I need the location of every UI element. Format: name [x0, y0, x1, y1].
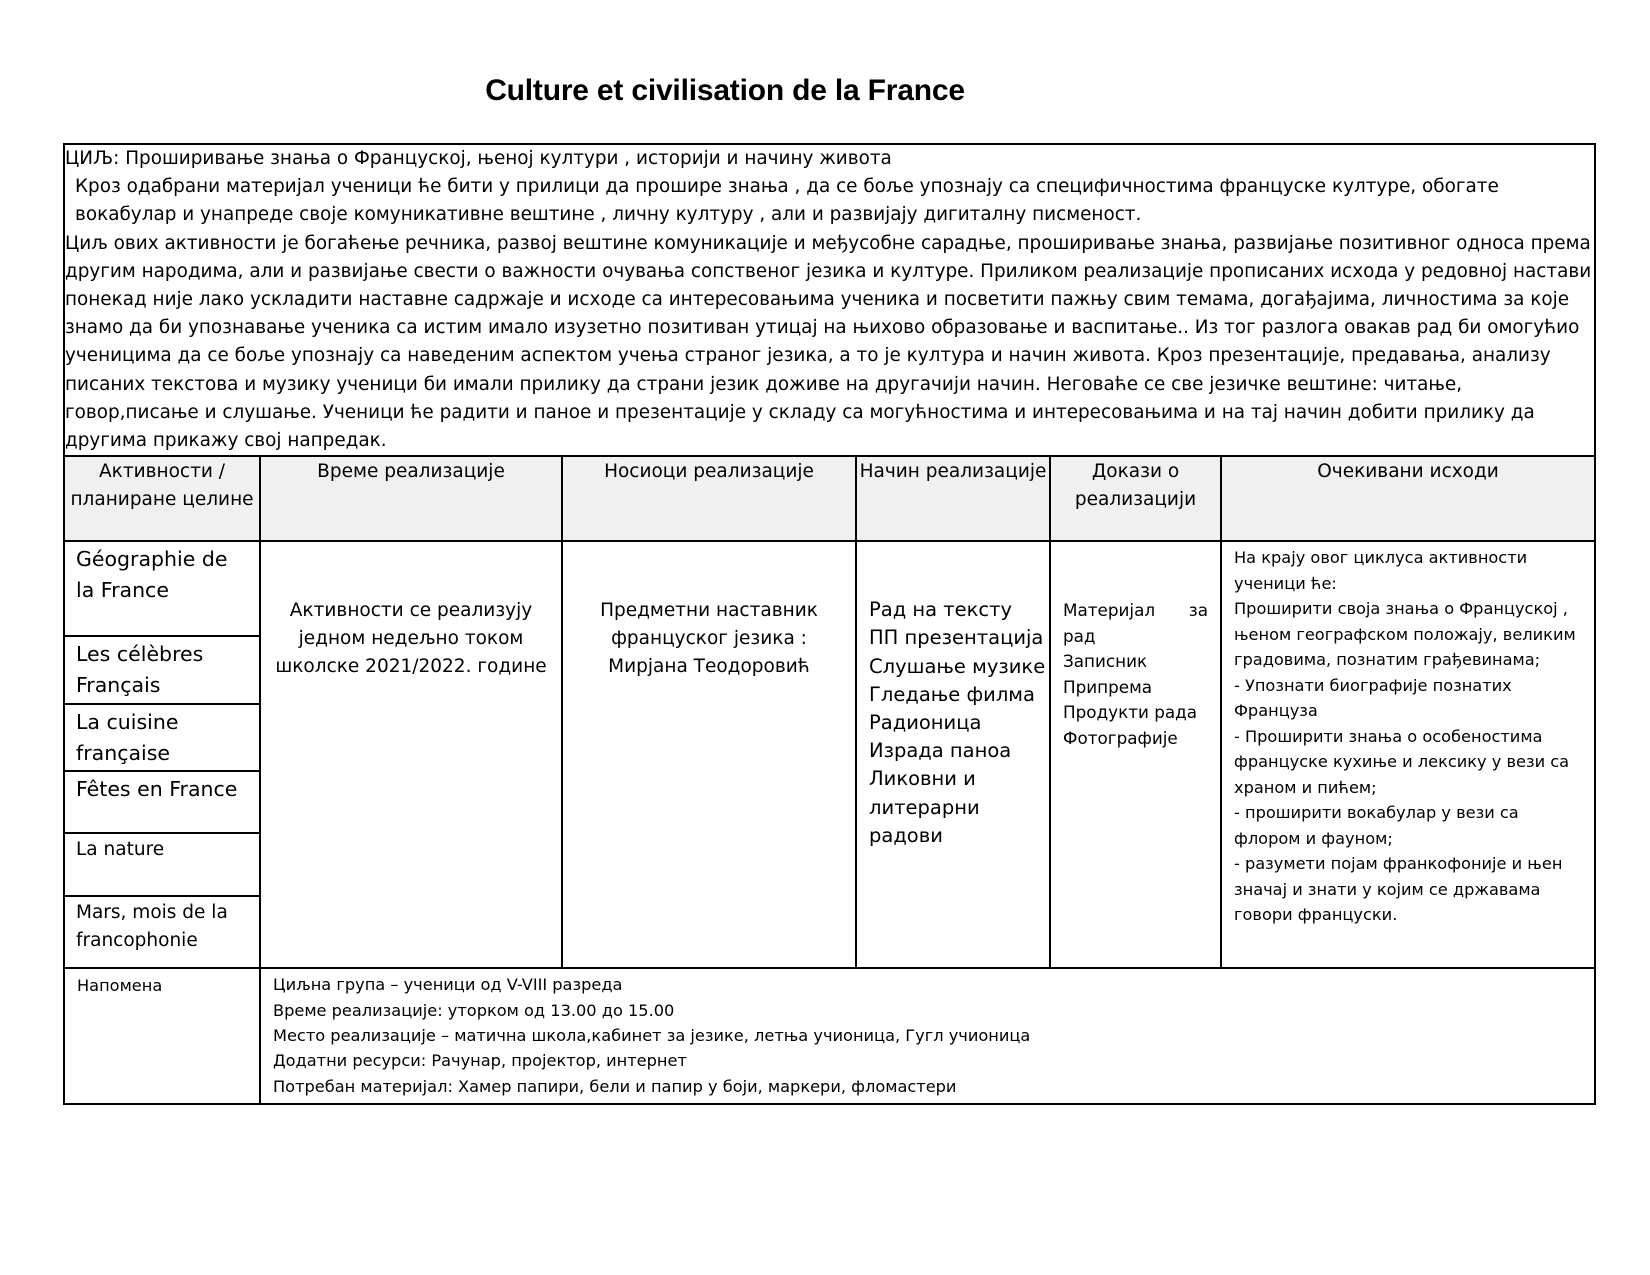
time-cell	[260, 541, 562, 968]
carriers-cell	[562, 541, 856, 968]
header-mode: Начин реализације	[856, 456, 1050, 541]
note-line: Додатни ресурси: Рачунар, пројектор, интернет	[273, 1051, 687, 1071]
mode-item: Рад на тексту	[869, 598, 1013, 622]
plan-table	[63, 143, 1596, 1105]
mode-item: Израда паноа	[869, 739, 1012, 763]
evidence-item: Записник	[1063, 651, 1148, 672]
activity-item: Géographie de la France	[65, 542, 259, 637]
note-cell	[260, 968, 1595, 1104]
evidence-word: Материјал	[1063, 600, 1156, 621]
header-row	[64, 456, 1595, 541]
mode-item: Гледање филма	[869, 682, 1035, 706]
time-text: Активности се реализују једном недељно током школске 2021/2022. године	[275, 600, 547, 678]
note-label: Напомена	[64, 968, 260, 1104]
evidence-word: за	[1188, 600, 1208, 621]
mode-cell	[856, 541, 1050, 968]
note-row	[64, 968, 1595, 1104]
evidence-item: рад	[1063, 625, 1096, 646]
evidence-item: Припрема	[1063, 676, 1153, 697]
note-line: Потребан материјал: Хамер папири, бели и папир у боји, маркери, фломастери	[273, 1076, 957, 1096]
activity-item: La cuisine française	[65, 705, 259, 772]
evidence-item: Продукти рада	[1063, 702, 1198, 723]
outcome-item: - разумети појам франкофоније и њен значај и знати у којим се државама говори француски.	[1234, 854, 1563, 925]
goal-paragraph-2: Циљ ових активности је богаћење речника, развој вештине комуникације и међусобне сарадње, проширивање знања, развијање позитивног односа према другим народима, али и развијање свести о важности очувања сопственог језика и културе. Приликом реализације прописаних исхода у редовној настави понекад није лако ускладити наставне садржаје и исходе са интересовањима ученика и посветити пажњу свим темама, догађајима, личностима за које знамо да би упознавање ученика са истим имало изузетно позитиван утицај на њихово образовање и васпитање.. Из тог разлога овакав рад би омогућио ученицима да се боље упознају са наведеним аспектом учења страног језика, а то је култура и начин живота. Кроз презентације, предавања, анализу писаних текстова и музику ученици би имали прилику да страни језик доживе на другачији начин. Неговаће се све језичке вештине: читање, говор,писање и слушање. Ученици ће радити и паное и презентације у складу са могућностима и интересовањима и на тај начин добити прилику да другима прикажу свој напредак.	[65, 232, 1592, 452]
document-title: Culture et civilisation de la France	[485, 74, 965, 107]
header-evidence: Докази о реализацији	[1050, 456, 1221, 541]
mode-item: ПП презентација	[869, 626, 1044, 650]
carrier-role: Предметни наставник француског језика :	[600, 600, 818, 650]
mode-item: Радионица	[869, 711, 982, 735]
activity-item: La nature	[65, 834, 259, 897]
outcome-item: Проширити своја знања о Француској , њеном географском положају, великим градовима, познатим грађевинама;	[1234, 599, 1576, 670]
outcome-item: - Упознати биографије познатих Француза	[1234, 675, 1512, 721]
carrier-name: Мирјана Теодоровић	[608, 656, 810, 678]
activity-item: Fêtes en France	[65, 772, 259, 834]
body-row	[64, 541, 1595, 968]
goal-cell	[64, 144, 1595, 456]
header-time: Време реализације	[260, 456, 562, 541]
evidence-item: Фотографије	[1063, 727, 1178, 748]
goal-row	[64, 144, 1595, 456]
mode-item: Слушање музике	[869, 654, 1046, 678]
outcome-item: На крају овог циклуса активности ученици ће:	[1234, 548, 1528, 593]
outcomes-cell	[1221, 541, 1595, 968]
evidence-cell	[1050, 541, 1221, 968]
goal-paragraph-1: Кроз одабрани материјал ученици ће бити у прилици да прошире знања , да се боље упознају са специфичностима француске културе, обогате вокабулар и унапреде своје комуникативне вештине , личну културу , али и развијају дигиталну писменост.	[75, 176, 1499, 226]
note-line: Место реализације – матична школа,кабинет за језике, летња учионица, Гугл учионица	[273, 1026, 1031, 1046]
activity-item: Les célèbres Français	[65, 637, 259, 705]
goal-heading: ЦИЉ: Проширивање знања о Француској, њеној култури , историји и начину живота	[65, 148, 892, 169]
header-outcomes: Очекивани исходи	[1221, 456, 1595, 541]
note-line: Време реализације: уторком од 13.00 до 15.00	[273, 1000, 675, 1020]
evidence-first-line	[1063, 598, 1208, 624]
mode-item: Ликовни и литерарни радови	[869, 767, 980, 847]
activities-cell	[64, 541, 260, 968]
header-activities: Активности / планиране целине	[64, 456, 260, 541]
outcome-item: - проширити вокабулар у вези са флором и фауном;	[1234, 803, 1519, 848]
header-carriers: Носиоци реализације	[562, 456, 856, 541]
outcome-item: - Проширити знања о особеностима француске кухиње и лексику у вези са храном и пићем;	[1234, 726, 1570, 797]
note-line: Циљна група – ученици од V-VIII разреда	[273, 975, 623, 995]
activity-item: Mars, mois de la francophonie	[76, 902, 228, 952]
